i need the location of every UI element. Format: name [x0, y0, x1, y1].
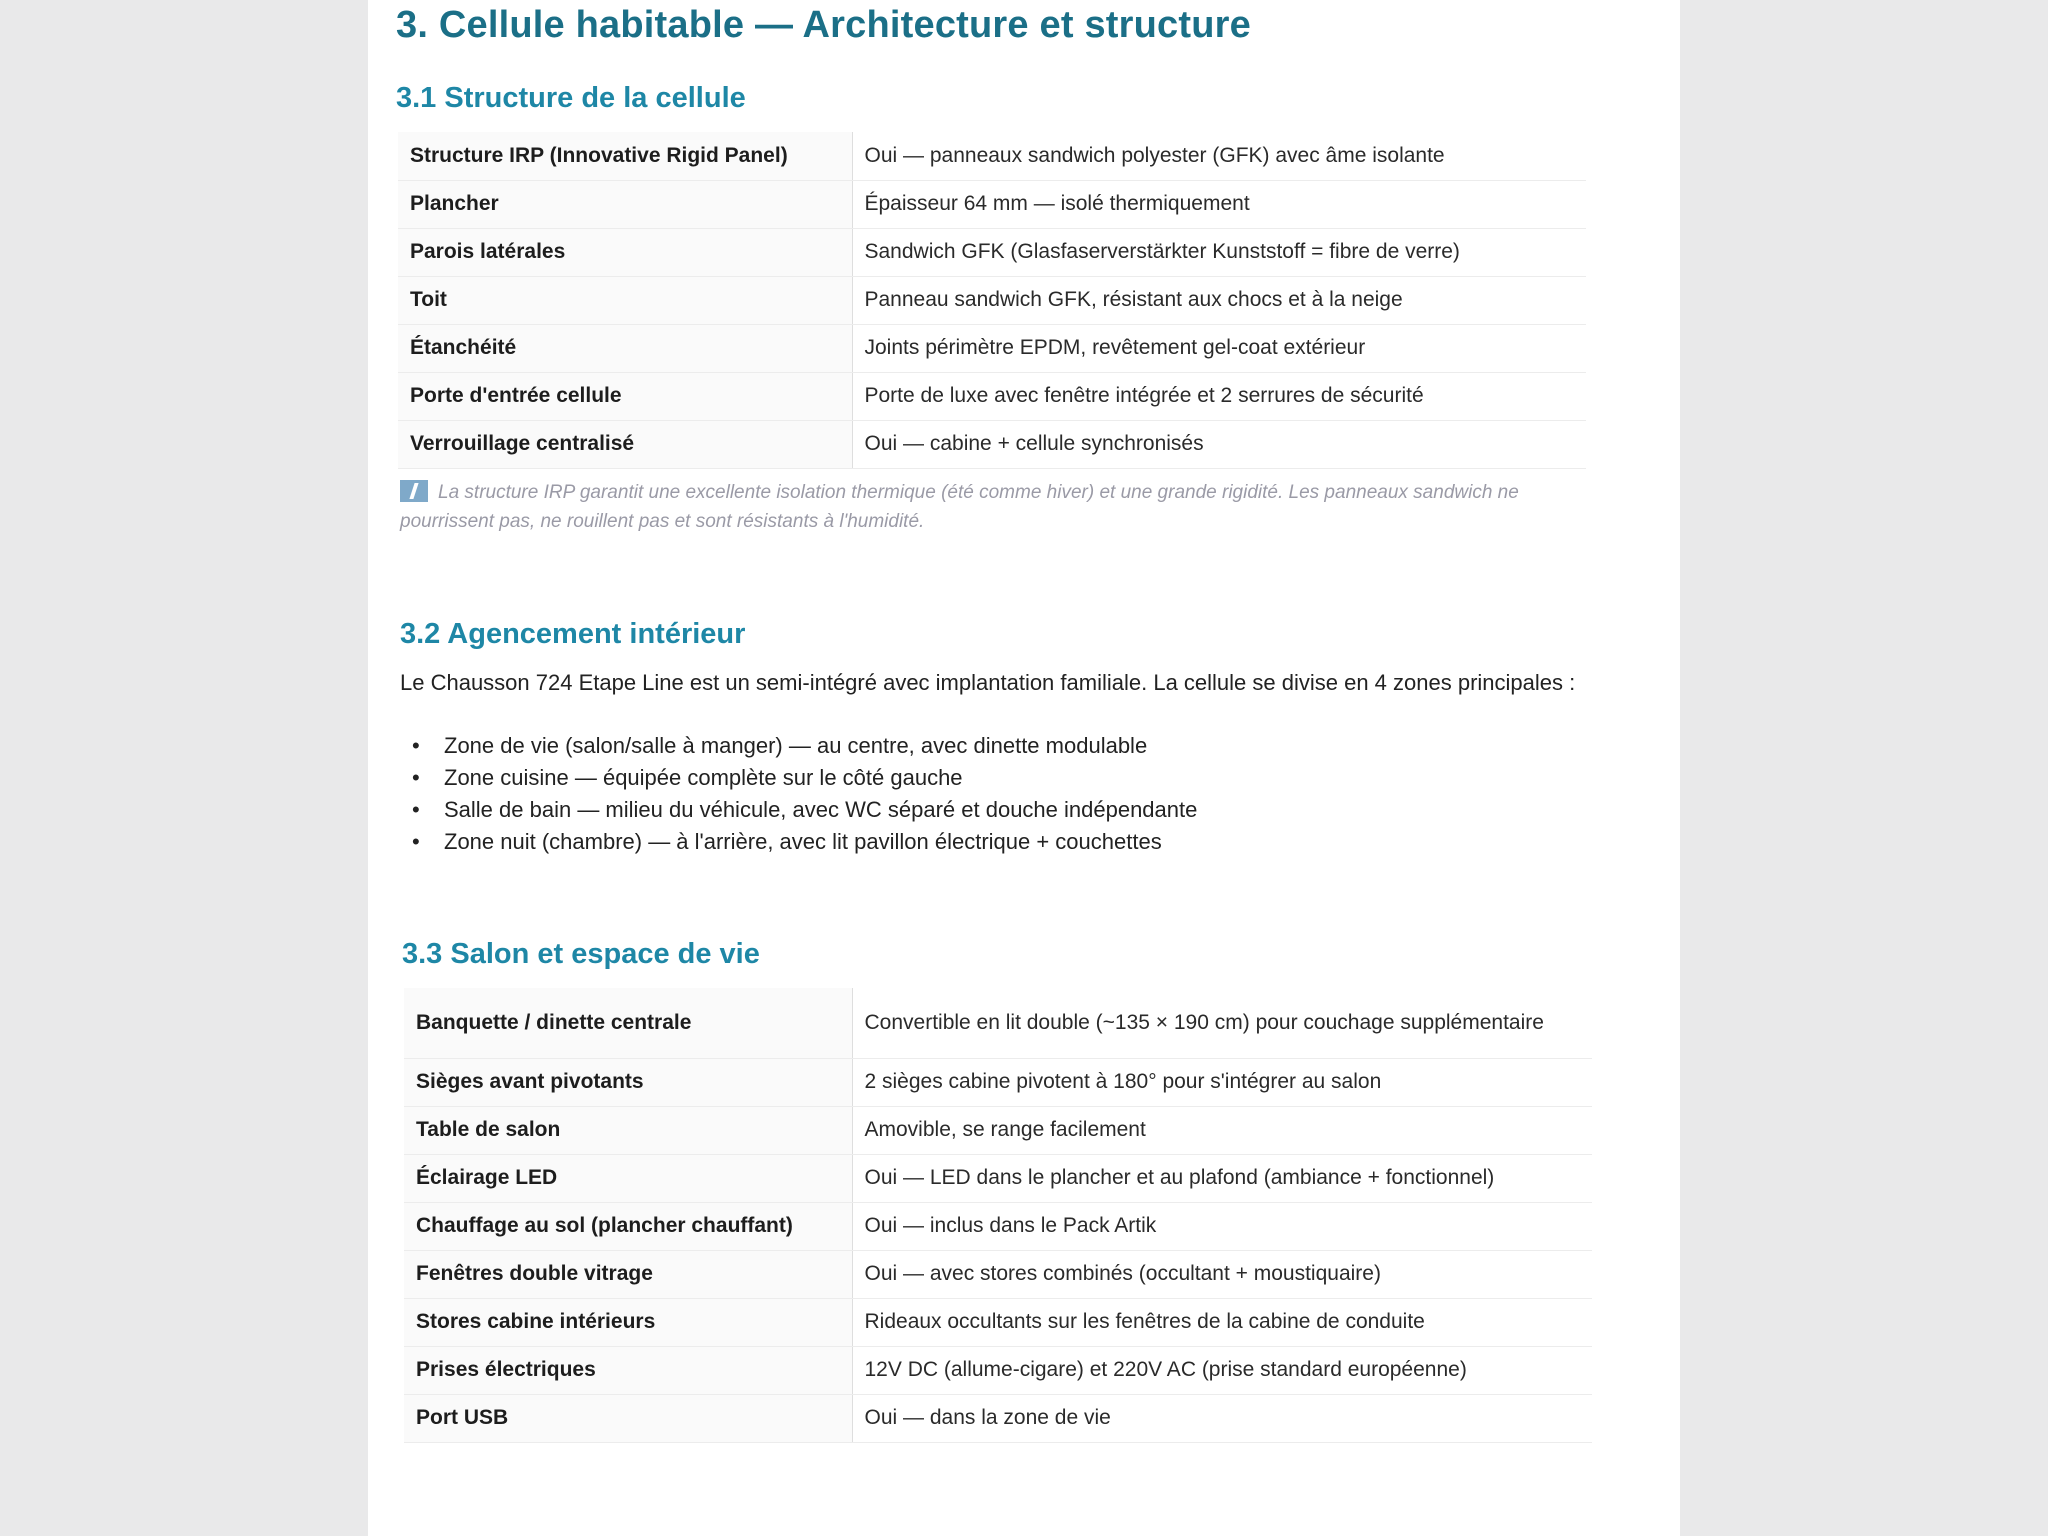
table-row: [404, 988, 1592, 1058]
bullet: •: [412, 797, 420, 822]
row-label: Structure IRP (Innovative Rigid Panel): [398, 132, 852, 180]
row-label: Toit: [398, 276, 852, 324]
row-label: Port USB: [404, 1394, 852, 1442]
row-value: Oui — cabine + cellule synchronisés: [852, 420, 1586, 468]
section-heading-layout: 3.2 Agencement intérieur: [400, 618, 746, 650]
structure-note-text: La structure IRP garantit une excellente isolation thermique (été comme hiver) et une grande rigidité. Les panneaux sandwich ne pourrissent pas, ne rouillent pas et sont résistants à l'humidité.: [400, 482, 1519, 532]
structure-table: [398, 132, 1586, 469]
list-item-text: Salle de bain — milieu du véhicule, avec WC séparé et douche indépendante: [444, 797, 1198, 822]
row-value: Rideaux occultants sur les fenêtres de la cabine de conduite: [852, 1298, 1592, 1346]
row-value: Amovible, se range facilement: [852, 1106, 1592, 1154]
bullet: •: [412, 765, 420, 790]
row-label: Table de salon: [404, 1106, 852, 1154]
row-value: 2 sièges cabine pivotent à 180° pour s'intégrer au salon: [852, 1058, 1592, 1106]
row-label: Chauffage au sol (plancher chauffant): [404, 1202, 852, 1250]
row-label: Fenêtres double vitrage: [404, 1250, 852, 1298]
row-value: Oui — dans la zone de vie: [852, 1394, 1592, 1442]
list-item-text: Zone cuisine — équipée complète sur le côté gauche: [444, 765, 963, 790]
section-heading-living: 3.3 Salon et espace de vie: [402, 938, 760, 970]
row-label: Étanchéité: [398, 324, 852, 372]
table-row: [404, 1250, 1592, 1298]
row-value: Oui — inclus dans le Pack Artik: [852, 1202, 1592, 1250]
document-page: [368, 0, 1680, 1536]
structure-note: [400, 478, 1580, 536]
list-item-text: Zone nuit (chambre) — à l'arrière, avec lit pavillon électrique + couchettes: [444, 829, 1162, 854]
row-value: Oui — LED dans le plancher et au plafond (ambiance + fonctionnel): [852, 1154, 1592, 1202]
list-item-text: Zone de vie (salon/salle à manger) — au centre, avec dinette modulable: [444, 733, 1148, 758]
bullet: •: [412, 829, 420, 854]
table-row: [404, 1154, 1592, 1202]
table-row: [398, 372, 1586, 420]
row-value: Oui — panneaux sandwich polyester (GFK) avec âme isolante: [852, 132, 1586, 180]
table-row: [404, 1106, 1592, 1154]
row-value: Sandwich GFK (Glasfaserverstärkter Kunststoff = fibre de verre): [852, 228, 1586, 276]
table-row: [404, 1202, 1592, 1250]
table-row: [404, 1394, 1592, 1442]
list-item: [400, 762, 1197, 794]
row-label: Stores cabine intérieurs: [404, 1298, 852, 1346]
row-label: Prises électriques: [404, 1346, 852, 1394]
table-row: [404, 1298, 1592, 1346]
row-value: Épaisseur 64 mm — isolé thermiquement: [852, 180, 1586, 228]
table-row: [398, 276, 1586, 324]
row-label: Parois latérales: [398, 228, 852, 276]
row-label: Porte d'entrée cellule: [398, 372, 852, 420]
table-row: [398, 132, 1586, 180]
row-label: Sièges avant pivotants: [404, 1058, 852, 1106]
zones-list: [400, 730, 1197, 858]
row-value: 12V DC (allume-cigare) et 220V AC (prise standard européenne): [852, 1346, 1592, 1394]
table-row: [398, 180, 1586, 228]
table-row: [404, 1346, 1592, 1394]
structure-table-body: [398, 132, 1586, 468]
row-label: Banquette / dinette centrale: [404, 988, 852, 1058]
row-value: Oui — avec stores combinés (occultant + moustiquaire): [852, 1250, 1592, 1298]
layout-intro: Le Chausson 724 Etape Line est un semi-intégré avec implantation familiale. La cellule se divise en 4 zones principales :: [400, 670, 1576, 695]
list-item: [400, 730, 1197, 762]
section-heading-structure: 3.1 Structure de la cellule: [396, 82, 746, 114]
living-table-body: [404, 988, 1592, 1442]
list-item: [400, 794, 1197, 826]
row-value: Porte de luxe avec fenêtre intégrée et 2 serrures de sécurité: [852, 372, 1586, 420]
bullet: •: [412, 733, 420, 758]
table-row: [398, 228, 1586, 276]
row-label: Éclairage LED: [404, 1154, 852, 1202]
list-item: [400, 826, 1197, 858]
row-value: Convertible en lit double (~135 × 190 cm) pour couchage supplémentaire: [852, 988, 1592, 1058]
table-row: [398, 420, 1586, 468]
living-table: [404, 988, 1592, 1443]
table-row: [398, 324, 1586, 372]
row-value: Joints périmètre EPDM, revêtement gel-coat extérieur: [852, 324, 1586, 372]
row-value: Panneau sandwich GFK, résistant aux chocs et à la neige: [852, 276, 1586, 324]
row-label: Plancher: [398, 180, 852, 228]
row-label: Verrouillage centralisé: [398, 420, 852, 468]
page-title: 3. Cellule habitable — Architecture et structure: [396, 4, 1251, 46]
info-icon: [400, 480, 428, 502]
table-row: [404, 1058, 1592, 1106]
